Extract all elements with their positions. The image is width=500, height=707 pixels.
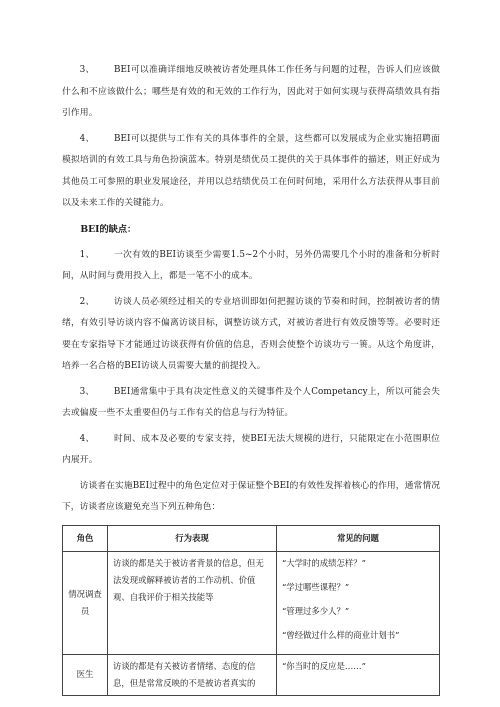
- role-cell: 情况调查员: [63, 551, 108, 654]
- column-header-questions: 常见的问题: [277, 525, 440, 551]
- document-body: [62, 60, 440, 696]
- table-row: [63, 654, 440, 695]
- advantage-paragraph-3: [62, 60, 440, 125]
- paragraph-number: 1、: [79, 249, 95, 260]
- disadvantage-paragraph-2: [62, 292, 440, 378]
- question-item: “你当时的反应是……”: [282, 660, 366, 671]
- advantage-paragraph-4: [62, 129, 440, 215]
- paragraph-text: 访谈人员必须经过相关的专业培训即如何把握访谈的节奏和时间，控制被访者的情绪，有效引导访谈内容不偏离访谈目标，调整访谈方式，对被访者进行有效反馈等等。必要时还要在专家指导下才能通过访谈获得有价值的信息，否则会使整个访谈功亏一篑。从这个角度讲，培养一名合格的BEI访谈人员需要大量的前提投入。: [62, 296, 440, 371]
- roles-table: [62, 525, 440, 696]
- paragraph-number: 3、: [79, 65, 95, 75]
- paragraph-number: 4、: [79, 433, 95, 444]
- disadvantages-heading: BEI的缺点：: [80, 223, 137, 235]
- questions-cell: [277, 654, 440, 695]
- disadvantage-paragraph-4: [62, 429, 440, 472]
- disadvantage-paragraph-1: [62, 245, 440, 288]
- paragraph-number: 2、: [79, 296, 95, 307]
- behavior-cell: 访谈的都是有关被访者情绪、态度的信息，但是常常反映的不是被访者真实的: [108, 654, 277, 695]
- question-item: “大学时的成绩怎样？”: [282, 557, 366, 568]
- question-item: “学过哪些课程？”: [282, 581, 350, 592]
- paragraph-text: 时间、成本及必要的专家支持，使BEI无法大规模的进行，只能限定在小范围职位内展开。: [62, 433, 440, 465]
- disadvantage-paragraph-3: [62, 382, 440, 425]
- paragraph-text: BEI通常集中于具有决定性意义的关键事件及个人Competancy上，所以可能会失去或偏废一些不太重要但仍与工作有关的信息与行为特征。: [62, 386, 440, 418]
- table-row: [63, 551, 440, 654]
- paragraph-number: 4、: [79, 133, 95, 144]
- questions-cell: [277, 551, 440, 654]
- roles-intro: 访谈者在实施BEI过程中的角色定位对于保证整个BEI的有效性发挥着核心的作用，通常情况下，访谈者应该避免充当下列五种角色：: [62, 480, 440, 512]
- table-header-row: [63, 525, 440, 551]
- paragraph-text: BEI可以准确详细地反映被访者处理具体工作任务与问题的过程，告诉人们应该做什么和不应该做什么；哪些是有效的和无效的工作行为，因此对于如何实现与获得高绩效具有指引作用。: [62, 65, 440, 118]
- paragraph-text: 一次有效的BEI访谈至少需要1.5~2个小时，另外仍需要几个小时的准备和分析时间，从时间与费用投入上，都是一笔不小的成本。: [62, 249, 440, 281]
- behavior-cell: 访谈的都是关于被访者背景的信息，但无法发现或解释被访者的工作动机、价值观、自我评价于相关技能等: [108, 551, 277, 654]
- question-item: “曾经做过什么样的商业计划书”: [282, 629, 400, 640]
- column-header-behavior: 行为表现: [108, 525, 277, 551]
- column-header-role: 角色: [63, 525, 108, 551]
- role-cell: 医生: [63, 654, 108, 695]
- question-item: “管理过多少人？”: [282, 605, 350, 616]
- paragraph-text: BEI可以提供与工作有关的具体事件的全景，这些都可以发展成为企业实施招聘面模拟培训的有效工具与角色扮演蓝本。特别是绩优员工提供的关于具体事件的描述，则正好成为其他员工可参照的职业发展途径，并用以总结绩优员工在何时何地，采用什么方法获得从事目前以及未来工作的关键能力。: [62, 133, 440, 208]
- paragraph-number: 3、: [79, 386, 95, 397]
